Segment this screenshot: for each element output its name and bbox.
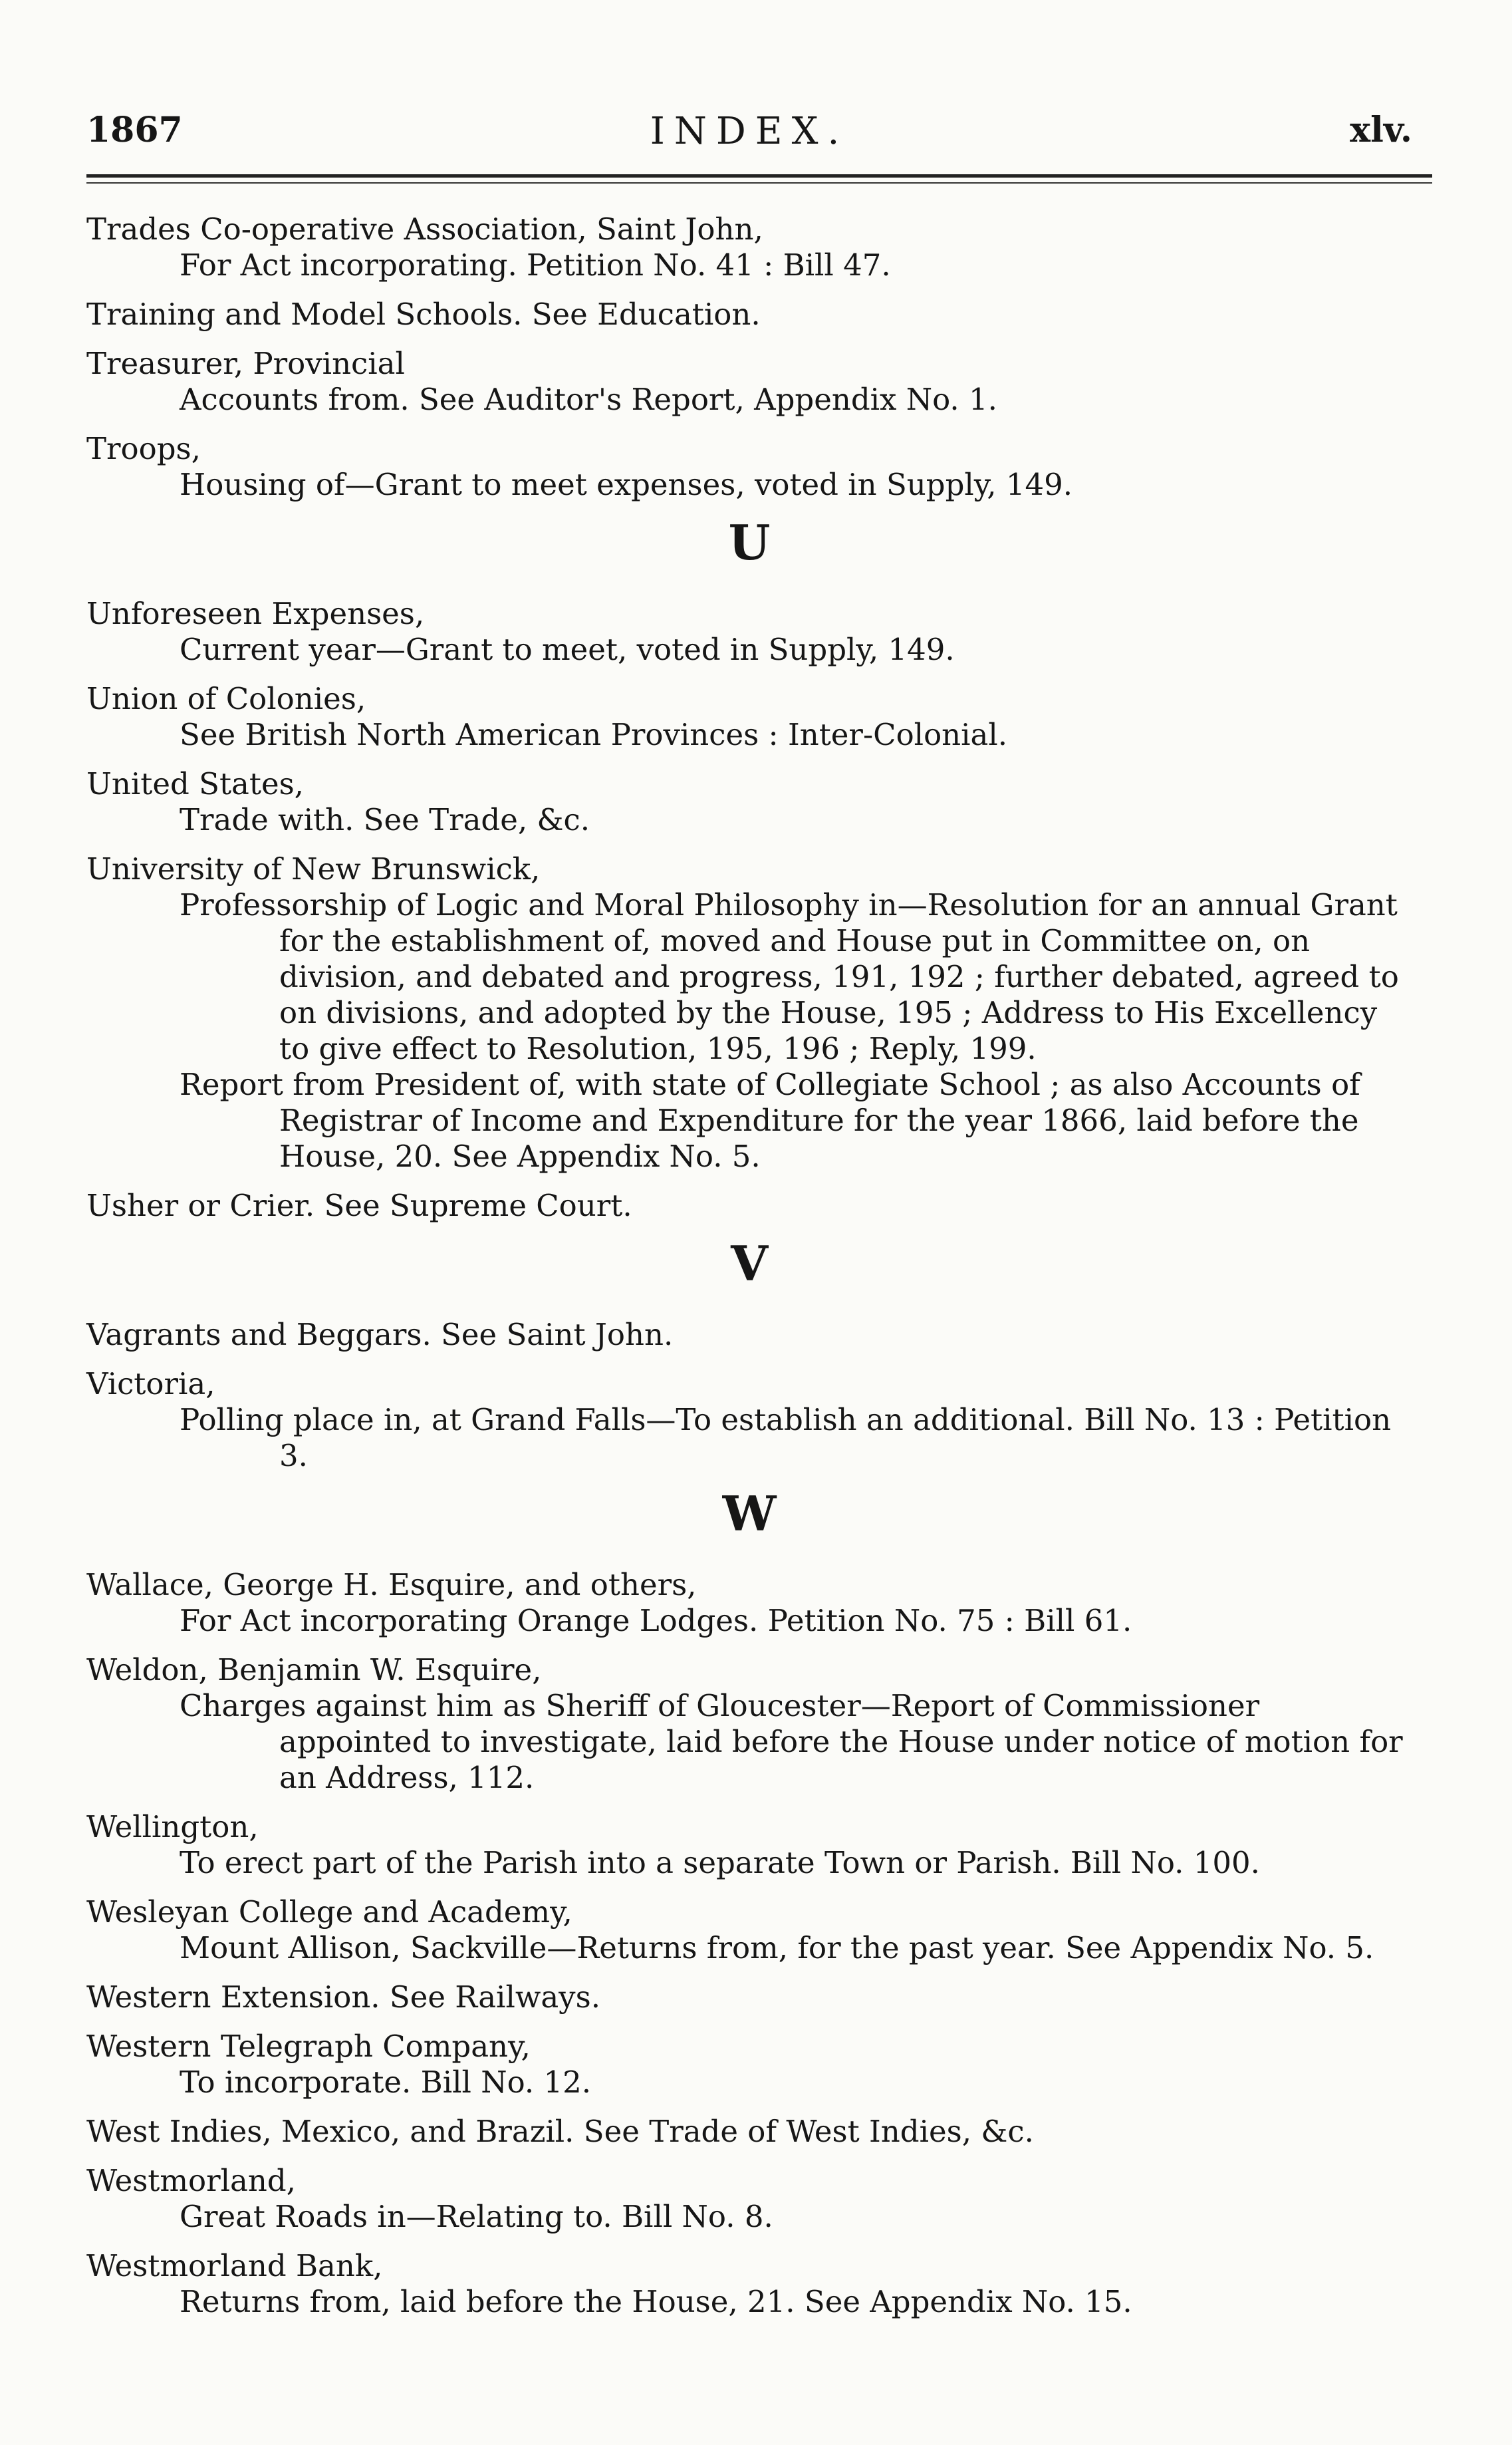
entry-heading: United States, (86, 766, 304, 801)
entry-heading: Westmorland, (86, 2163, 296, 2198)
index-entry (86, 851, 1412, 1175)
index-group-t (86, 212, 1412, 503)
index-entry (86, 297, 1412, 333)
entry-subheading: Great Roads in—Relating to. Bill No. 8. (180, 2199, 773, 2234)
entry-heading: Victoria, (86, 1366, 215, 1401)
header-year: 1867 (86, 110, 183, 150)
entry-subheading: Returns from, laid before the House, 21. See Appendix No. 15. (180, 2284, 1132, 2319)
index-entry (86, 1979, 1412, 2015)
index-group-v (86, 1317, 1412, 1474)
index-entry (86, 2114, 1412, 2150)
entry-heading: Wellington, (86, 1809, 259, 1844)
entry-heading: Troops, (86, 431, 201, 466)
index-entry (86, 1809, 1412, 1881)
entry-heading: Usher or Crier. See Supreme Court. (86, 1188, 632, 1223)
index-entry (86, 346, 1412, 418)
header-title: INDEX. (650, 110, 849, 153)
entry-heading: Western Extension. See Railways. (86, 1979, 600, 2015)
index-content (86, 212, 1412, 2333)
entry-heading: Wesleyan College and Academy, (86, 1894, 572, 1930)
index-entry (86, 1188, 1412, 1224)
entry-subheading: Housing of—Grant to meet expenses, voted in Supply, 149. (180, 467, 1073, 502)
entry-heading: Training and Model Schools. See Education. (86, 297, 761, 332)
header-rule-thick (86, 174, 1432, 178)
entry-subheading: Trade with. See Trade, &c. (180, 802, 590, 837)
entry-heading: Western Telegraph Company, (86, 2029, 531, 2064)
index-entry (86, 2163, 1412, 2235)
entry-subheading: Accounts from. See Auditor's Report, Appendix No. 1. (180, 382, 997, 417)
index-entry (86, 1317, 1412, 1353)
index-entry (86, 2029, 1412, 2100)
index-entry (86, 766, 1412, 838)
entry-heading: Wallace, George H. Esquire, and others, (86, 1567, 697, 1602)
entry-heading: University of New Brunswick, (86, 851, 541, 887)
index-entry (86, 431, 1412, 503)
entry-heading: Trades Co-operative Association, Saint John, (86, 212, 763, 247)
entry-subheading: Charges against him as Sheriff of Gloucester—Report of Commissioner appointed to investigate, laid before the House under notice of motion for an Address, 112. (180, 1688, 1403, 1795)
section-letter-w: W (722, 1485, 777, 1542)
entry-subheading: To incorporate. Bill No. 12. (180, 2065, 592, 2100)
entry-heading: West Indies, Mexico, and Brazil. See Trade of West Indies, &c. (86, 2114, 1034, 2149)
entry-subheading: Mount Allison, Sackville—Returns from, for the past year. See Appendix No. 5. (180, 1930, 1374, 1965)
section-letter-v: V (731, 1235, 768, 1292)
index-entry (86, 212, 1412, 283)
index-entry (86, 1652, 1412, 1796)
index-entry (86, 681, 1412, 753)
index-entry (86, 1567, 1412, 1639)
index-entry (86, 1894, 1412, 1966)
entry-subheading: Current year—Grant to meet, voted in Supply, 149. (180, 632, 955, 667)
entry-subheading: To erect part of the Parish into a separate Town or Parish. Bill No. 100. (180, 1845, 1260, 1880)
entry-heading: Unforeseen Expenses, (86, 596, 425, 631)
entry-heading: Treasurer, Provincial (86, 346, 405, 381)
entry-subheading: For Act incorporating Orange Lodges. Petition No. 75 : Bill 61. (180, 1603, 1132, 1638)
index-entry (86, 2248, 1412, 2320)
entry-heading: Weldon, Benjamin W. Esquire, (86, 1652, 542, 1687)
header-page-number: xlv. (1350, 110, 1412, 150)
index-entry (86, 596, 1412, 668)
section-letter-u: U (728, 514, 771, 571)
entry-heading: Union of Colonies, (86, 681, 366, 716)
header-rule-thin (86, 182, 1432, 184)
index-group-w (86, 1567, 1412, 2320)
entry-subheading: See British North American Provinces : Inter-Colonial. (180, 717, 1008, 752)
entry-subheading: Report from President of, with state of Collegiate School ; as also Accounts of Registrar of Income and Expenditure for the year 1866, laid before the House, 20. See Appendix No. 5. (180, 1067, 1360, 1174)
entry-subheading: For Act incorporating. Petition No. 41 : Bill 47. (180, 247, 891, 283)
page-header (86, 110, 1412, 170)
index-group-u (86, 596, 1412, 1224)
entry-subheading: Polling place in, at Grand Falls—To establish an additional. Bill No. 13 : Petition 3. (180, 1402, 1392, 1473)
entry-heading: Vagrants and Beggars. See Saint John. (86, 1317, 674, 1352)
index-entry (86, 1366, 1412, 1474)
entry-heading: Westmorland Bank, (86, 2248, 383, 2283)
entry-subheading: Professorship of Logic and Moral Philosophy in—Resolution for an annual Grant for the establishment of, moved and House put in Committee on, on division, and debated and progress, 191, 192 ; further debated, agreed to on divisions, and adopted by the House, 195 ; Address to His Excellency to give effect to Resolution, 195, 196 ; Reply, 199. (180, 887, 1399, 1066)
